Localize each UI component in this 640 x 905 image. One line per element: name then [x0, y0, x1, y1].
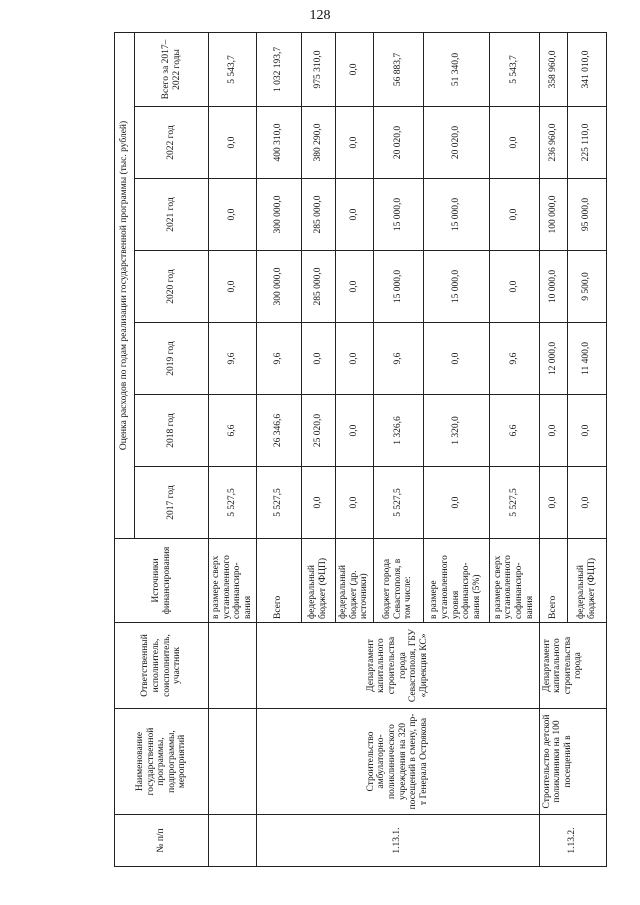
cell-item-responsible: Департамент капитального строительства города [539, 623, 606, 709]
cell-item-name: Строительство амбулаторно-поликлинического учреждения на 320 посещений в смену, пр-т Генерала Острякова [256, 709, 539, 815]
rotated-table-content [114, 33, 604, 867]
cell-value: 9,6 [373, 323, 423, 395]
cell-value: 0,0 [301, 467, 335, 539]
cell-total: 358 960,0 [539, 32, 567, 106]
cell-source: Всего [539, 539, 567, 623]
cell-value: 0,0 [423, 323, 489, 395]
cell-value: 285 000,0 [301, 179, 335, 251]
cell-value: 225 110,0 [567, 107, 606, 179]
header-total: Всего за 2017–2022 годы [135, 32, 209, 106]
cell-value: 20 020,0 [373, 107, 423, 179]
table-row [539, 32, 567, 866]
cell-value: 0,0 [567, 395, 606, 467]
cell-item-number: 1.13.2. [539, 815, 606, 867]
cell-value: 0,0 [489, 179, 539, 251]
cell-value: 0,0 [335, 395, 373, 467]
cell-value: 15 000,0 [423, 179, 489, 251]
cell-value: 400 310,0 [256, 107, 301, 179]
header-year-2021: 2021 год [135, 179, 209, 251]
cell-item-number: 1.13.1. [256, 815, 539, 867]
cell-source: в размере сверх установленного софинансиро-вания [489, 539, 539, 623]
cell-value: 0,0 [335, 107, 373, 179]
cell-value: 5 527,5 [256, 467, 301, 539]
cell-source: Всего [256, 539, 301, 623]
cell-total: 975 310,0 [301, 32, 335, 106]
header-year-2018: 2018 год [135, 395, 209, 467]
cell-value: 95 000,0 [567, 179, 606, 251]
cell-value: 1 326,6 [373, 395, 423, 467]
cell-item-responsible: Департамент капитального строительства города Севастополя, ГБУ «Дирекция КС» [256, 623, 539, 709]
cell-value: 0,0 [335, 323, 373, 395]
cell-no-empty [209, 815, 257, 867]
cell-value: 11 400,0 [567, 323, 606, 395]
cell-total: 0,0 [335, 32, 373, 106]
cell-value: 5 527,5 [209, 467, 257, 539]
cell-name-empty [209, 709, 257, 815]
header-name: Наименование государственной программы, подпрограммы, мероприятий [115, 709, 209, 815]
header-no: № п/п [115, 815, 209, 867]
cell-value: 15 000,0 [373, 179, 423, 251]
cell-value: 0,0 [567, 467, 606, 539]
cell-value: 0,0 [335, 467, 373, 539]
cell-value: 10 000,0 [539, 251, 567, 323]
cell-source: в размере сверх установленного софинансиро-вания [209, 539, 257, 623]
cell-value: 100 000,0 [539, 179, 567, 251]
cell-value: 9,6 [209, 323, 257, 395]
header-source: Источники финансирования [115, 539, 209, 623]
cell-total: 51 340,0 [423, 32, 489, 106]
cell-value: 380 290,0 [301, 107, 335, 179]
cell-value: 0,0 [301, 323, 335, 395]
cell-value: 0,0 [209, 179, 257, 251]
cell-value: 285 000,0 [301, 251, 335, 323]
cell-value: 0,0 [335, 179, 373, 251]
cell-value: 1 320,0 [423, 395, 489, 467]
cell-source: в размере установленного уровня софинансиро-вания (5%) [423, 539, 489, 623]
header-year-2019: 2019 год [135, 323, 209, 395]
cell-source: федеральный бюджет (др. источники) [335, 539, 373, 623]
cell-value: 6,6 [209, 395, 257, 467]
cell-value: 0,0 [209, 107, 257, 179]
table-row [209, 32, 257, 866]
cell-total: 341 010,0 [567, 32, 606, 106]
cell-total: 5 543,7 [489, 32, 539, 106]
cell-source: бюджет города Севастополя, в том числе: [373, 539, 423, 623]
header-responsible: Ответственный исполнитель, соисполнитель, участник [115, 623, 209, 709]
header-year-2022: 2022 год [135, 107, 209, 179]
page-number: 128 [309, 8, 331, 23]
cell-value: 0,0 [539, 467, 567, 539]
cell-value: 300 000,0 [256, 179, 301, 251]
cell-value: 0,0 [489, 251, 539, 323]
header-year-2017: 2017 год [135, 467, 209, 539]
cell-value: 0,0 [423, 467, 489, 539]
cell-value: 5 527,5 [489, 467, 539, 539]
cell-total: 1 032 193,7 [256, 32, 301, 106]
cell-value: 26 346,6 [256, 395, 301, 467]
cell-value: 9,6 [256, 323, 301, 395]
cell-value: 20 020,0 [423, 107, 489, 179]
cell-value: 5 527,5 [373, 467, 423, 539]
budget-table [114, 32, 607, 867]
table-row [256, 32, 301, 866]
cell-value: 9,6 [489, 323, 539, 395]
cell-value: 0,0 [489, 107, 539, 179]
header-estimate-group: Оценка расходов по годам реализации государственной программы (тыс. рублей) [115, 32, 135, 538]
cell-total: 5 543,7 [209, 32, 257, 106]
cell-value: 25 020,0 [301, 395, 335, 467]
header-row-group [115, 32, 135, 866]
rotated-table-frame [114, 33, 604, 867]
cell-source: федеральный бюджет (ФЦП) [301, 539, 335, 623]
cell-source: федеральный бюджет (ФЦП) [567, 539, 606, 623]
cell-responsible-empty [209, 623, 257, 709]
cell-value: 300 000,0 [256, 251, 301, 323]
cell-value: 12 000,0 [539, 323, 567, 395]
header-year-2020: 2020 год [135, 251, 209, 323]
cell-value: 0,0 [209, 251, 257, 323]
cell-total: 56 883,7 [373, 32, 423, 106]
cell-value: 15 000,0 [373, 251, 423, 323]
cell-value: 6,6 [489, 395, 539, 467]
cell-value: 236 960,0 [539, 107, 567, 179]
cell-value: 0,0 [539, 395, 567, 467]
cell-value: 15 000,0 [423, 251, 489, 323]
cell-item-name: Строительство детской поликлиники на 100 посещений в [539, 709, 606, 815]
cell-value: 0,0 [335, 251, 373, 323]
cell-value: 9 500,0 [567, 251, 606, 323]
